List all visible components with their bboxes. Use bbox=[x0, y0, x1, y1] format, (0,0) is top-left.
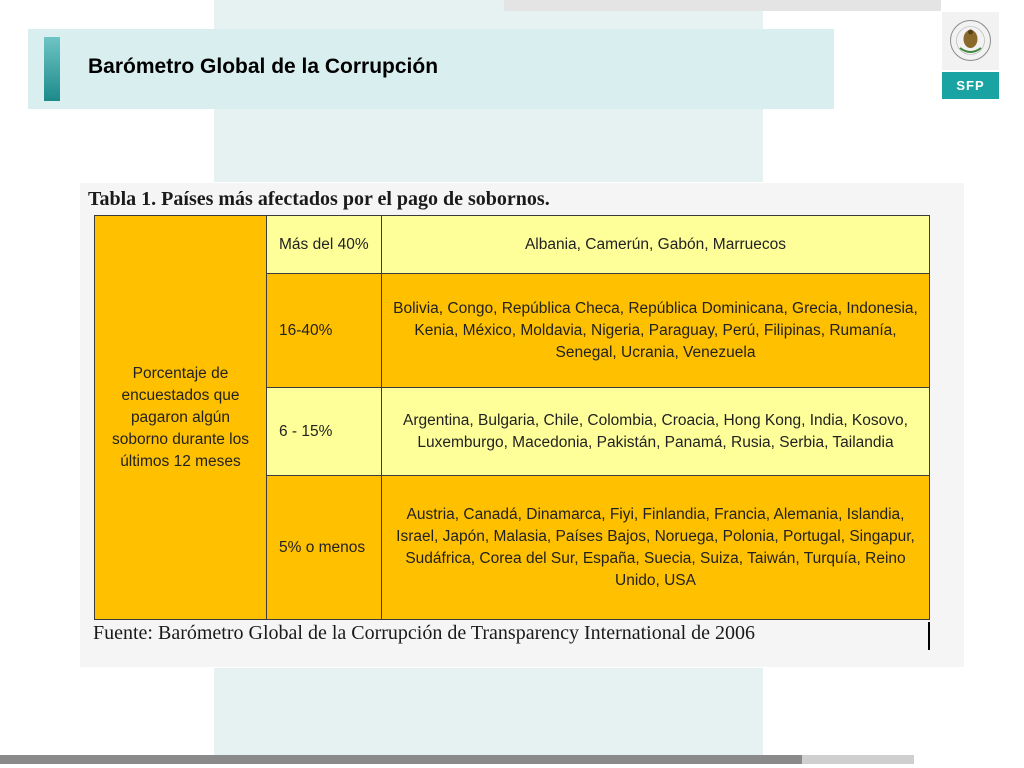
footer-bar bbox=[0, 755, 802, 764]
countries-cell: Austria, Canadá, Dinamarca, Fiyi, Finlandia, Francia, Alemania, Islandia, Israel, Japón, Malasia, Países Bajos, Noruega, Polonia, Portugal, Singapur, Sudáfrica, Corea del Sur, España, Suecia, Suiza, Taiwán, Turquía, Reino Unido, USA bbox=[382, 476, 930, 620]
range-cell: 6 - 15% bbox=[267, 388, 382, 476]
text-cursor bbox=[928, 622, 930, 650]
table-row bbox=[95, 216, 930, 274]
table-caption: Tabla 1. Países más afectados por el pago de sobornos. bbox=[88, 188, 550, 210]
sfp-badge: SFP bbox=[942, 72, 999, 99]
countries-cell: Albania, Camerún, Gabón, Marruecos bbox=[382, 216, 930, 274]
background-panel-bottom bbox=[214, 668, 763, 760]
table-source: Fuente: Barómetro Global de la Corrupción de Transparency International de 2006 bbox=[93, 622, 756, 644]
range-cell: 16-40% bbox=[267, 274, 382, 388]
mexico-seal-icon bbox=[942, 12, 999, 70]
countries-cell: Bolivia, Congo, República Checa, República Dominicana, Grecia, Indonesia, Kenia, México, Moldavia, Nigeria, Paraguay, Perú, Filipinas, Rumanía, Senegal, Ucrania, Venezuela bbox=[382, 274, 930, 388]
row-group-header: Porcentaje de encuestados que pagaron algún soborno durante los últimos 12 meses bbox=[95, 216, 267, 620]
top-decorative-bar bbox=[504, 0, 941, 11]
range-cell: 5% o menos bbox=[267, 476, 382, 620]
bribery-table bbox=[94, 215, 930, 620]
slide-title: Barómetro Global de la Corrupción bbox=[88, 55, 439, 78]
title-accent-bar bbox=[44, 37, 60, 101]
footer-bar-light bbox=[802, 755, 914, 764]
range-cell: Más del 40% bbox=[267, 216, 382, 274]
countries-cell: Argentina, Bulgaria, Chile, Colombia, Croacia, Hong Kong, India, Kosovo, Luxemburgo, Macedonia, Pakistán, Panamá, Rusia, Serbia, Tailandia bbox=[382, 388, 930, 476]
sfp-logo bbox=[942, 12, 999, 99]
